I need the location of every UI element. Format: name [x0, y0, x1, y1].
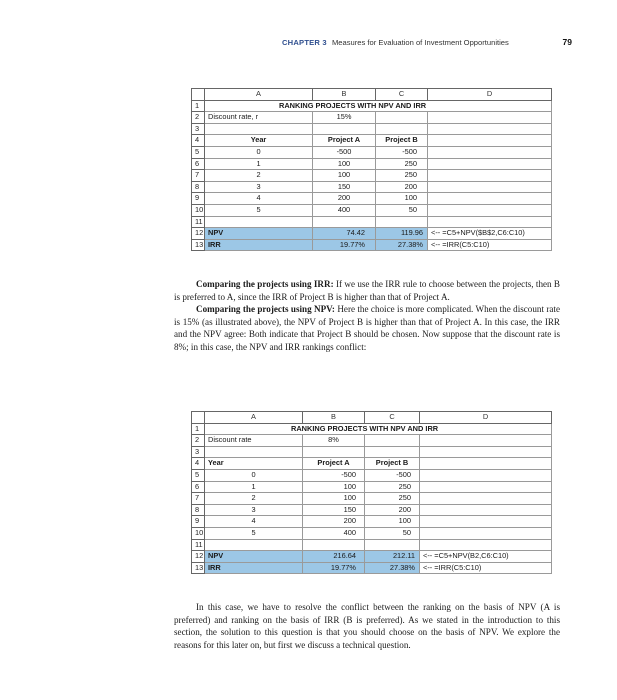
row-number: 8 — [192, 181, 205, 193]
project-b-cell: 50 — [365, 527, 420, 539]
project-b-header: Project B — [376, 135, 428, 147]
project-a-cell: 400 — [313, 204, 376, 216]
project-b-cell: 250 — [365, 481, 420, 493]
project-b-cell: 50 — [376, 204, 428, 216]
page-header — [282, 38, 572, 47]
npv-text: Here the choice is more complicated. When the discount rate is 15% (as illustrated above), the NPV of Project B is higher than that of Project A. In this case, the IRR and the NPV agree: Both indicate that Project B should be chosen. Now suppose that the discount rate is 8%; in this case, the NPV and IRR rankings conflict: — [174, 304, 560, 352]
row-number: 4 — [192, 458, 205, 470]
discount-label: Discount rate, r — [205, 112, 313, 124]
project-b-cell: 200 — [376, 181, 428, 193]
col-header-a: A — [205, 89, 313, 101]
row-number: 13 — [192, 562, 205, 574]
paragraph-conflict: In this case, we have to resolve the conflict between the ranking on the basis of NPV (A is preferred) and ranking on the basis of IRR (B is preferred). As we stated in the introduction to this section, the solution to this question is that you should choose on the basis of NPV. We explore the reasons for this later on, but first we discuss a technical question. — [174, 602, 560, 650]
year-header: Year — [205, 135, 313, 147]
irr-a-value: 19.77% — [303, 562, 365, 574]
year-cell: 0 — [205, 469, 303, 481]
project-a-cell: 150 — [313, 181, 376, 193]
row-number: 10 — [192, 527, 205, 539]
year-cell: 3 — [205, 504, 303, 516]
col-header-d: D — [420, 412, 552, 424]
row-number: 7 — [192, 170, 205, 182]
year-cell: 4 — [205, 516, 303, 528]
project-b-cell: 200 — [365, 504, 420, 516]
npv-a-value: 216.64 — [303, 551, 365, 563]
year-cell: 5 — [205, 527, 303, 539]
row-number: 11 — [192, 216, 205, 228]
project-a-cell: 100 — [313, 170, 376, 182]
project-b-cell: 100 — [376, 193, 428, 205]
row-number: 1 — [192, 100, 205, 112]
spreadsheet-npv-8 — [191, 411, 552, 574]
npv-a-value: 74.42 — [313, 228, 376, 240]
npv-b-value: 119.96 — [376, 228, 428, 240]
paragraph-irr — [174, 278, 560, 303]
npv-b-value: 212.11 — [365, 551, 420, 563]
project-b-cell: 250 — [365, 493, 420, 505]
corner-cell — [192, 412, 205, 424]
irr-formula: <-- =IRR(C5:C10) — [428, 239, 552, 251]
row-number: 2 — [192, 435, 205, 447]
npv-formula: <-- =C5+NPV(B2,C6:C10) — [420, 551, 552, 563]
col-header-c: C — [365, 412, 420, 424]
row-number: 12 — [192, 551, 205, 563]
year-cell: 5 — [205, 204, 313, 216]
sheet-title: RANKING PROJECTS WITH NPV AND IRR — [205, 423, 552, 435]
year-cell: 4 — [205, 193, 313, 205]
col-header-b: B — [303, 412, 365, 424]
text-block-comparison — [174, 278, 560, 354]
npv-label: NPV — [205, 551, 303, 563]
row-number: 9 — [192, 516, 205, 528]
spreadsheet-npv-15 — [191, 88, 552, 251]
project-b-cell: -500 — [365, 469, 420, 481]
project-b-cell: 100 — [365, 516, 420, 528]
discount-label: Discount rate — [205, 435, 303, 447]
year-header: Year — [205, 458, 303, 470]
chapter-title: Measures for Evaluation of Investment Opportunities — [331, 38, 509, 47]
row-number: 6 — [192, 158, 205, 170]
project-a-cell: -500 — [313, 146, 376, 158]
year-cell: 1 — [205, 158, 313, 170]
row-number: 5 — [192, 469, 205, 481]
row-number: 11 — [192, 539, 205, 551]
project-b-cell: 250 — [376, 170, 428, 182]
col-header-c: C — [376, 89, 428, 101]
chapter-label: CHAPTER 3 — [282, 38, 327, 47]
npv-label: NPV — [205, 228, 313, 240]
paragraph-npv — [174, 303, 560, 353]
row-number: 2 — [192, 112, 205, 124]
row-number: 5 — [192, 146, 205, 158]
sheet-title: RANKING PROJECTS WITH NPV AND IRR — [205, 100, 552, 112]
npv-formula: <-- =C5+NPV($B$2,C6:C10) — [428, 228, 552, 240]
project-a-cell: 200 — [303, 516, 365, 528]
project-a-header: Project A — [303, 458, 365, 470]
irr-text: If we use the IRR rule to choose between the projects, then B is preferred to A, since the IRR of Project B is higher than that of Project A. — [174, 279, 561, 302]
row-number: 12 — [192, 228, 205, 240]
row-number: 6 — [192, 481, 205, 493]
text-block-conflict — [174, 601, 560, 651]
irr-label: IRR — [205, 239, 313, 251]
project-a-header: Project A — [313, 135, 376, 147]
corner-cell — [192, 89, 205, 101]
col-header-d: D — [428, 89, 552, 101]
row-number: 7 — [192, 493, 205, 505]
year-cell: 2 — [205, 493, 303, 505]
project-b-header: Project B — [365, 458, 420, 470]
row-number: 9 — [192, 193, 205, 205]
project-a-cell: 400 — [303, 527, 365, 539]
project-a-cell: 100 — [303, 493, 365, 505]
project-a-cell: -500 — [303, 469, 365, 481]
irr-b-value: 27.38% — [376, 239, 428, 251]
row-number: 4 — [192, 135, 205, 147]
project-b-cell: 250 — [376, 158, 428, 170]
discount-value: 8% — [303, 435, 365, 447]
project-a-cell: 100 — [303, 481, 365, 493]
year-cell: 0 — [205, 146, 313, 158]
project-a-cell: 200 — [313, 193, 376, 205]
irr-lead: Comparing the projects using IRR: — [196, 279, 334, 289]
row-number: 10 — [192, 204, 205, 216]
irr-a-value: 19.77% — [313, 239, 376, 251]
row-number: 3 — [192, 446, 205, 458]
year-cell: 3 — [205, 181, 313, 193]
irr-b-value: 27.38% — [365, 562, 420, 574]
npv-lead: Comparing the projects using NPV: — [196, 304, 335, 315]
project-a-cell: 100 — [313, 158, 376, 170]
row-number: 3 — [192, 123, 205, 135]
col-header-b: B — [313, 89, 376, 101]
page-number: 79 — [562, 37, 572, 47]
row-number: 8 — [192, 504, 205, 516]
project-a-cell: 150 — [303, 504, 365, 516]
discount-value: 15% — [313, 112, 376, 124]
row-number: 1 — [192, 423, 205, 435]
irr-formula: <-- =IRR(C5:C10) — [420, 562, 552, 574]
irr-label: IRR — [205, 562, 303, 574]
year-cell: 1 — [205, 481, 303, 493]
col-header-a: A — [205, 412, 303, 424]
project-b-cell: -500 — [376, 146, 428, 158]
year-cell: 2 — [205, 170, 313, 182]
row-number: 13 — [192, 239, 205, 251]
